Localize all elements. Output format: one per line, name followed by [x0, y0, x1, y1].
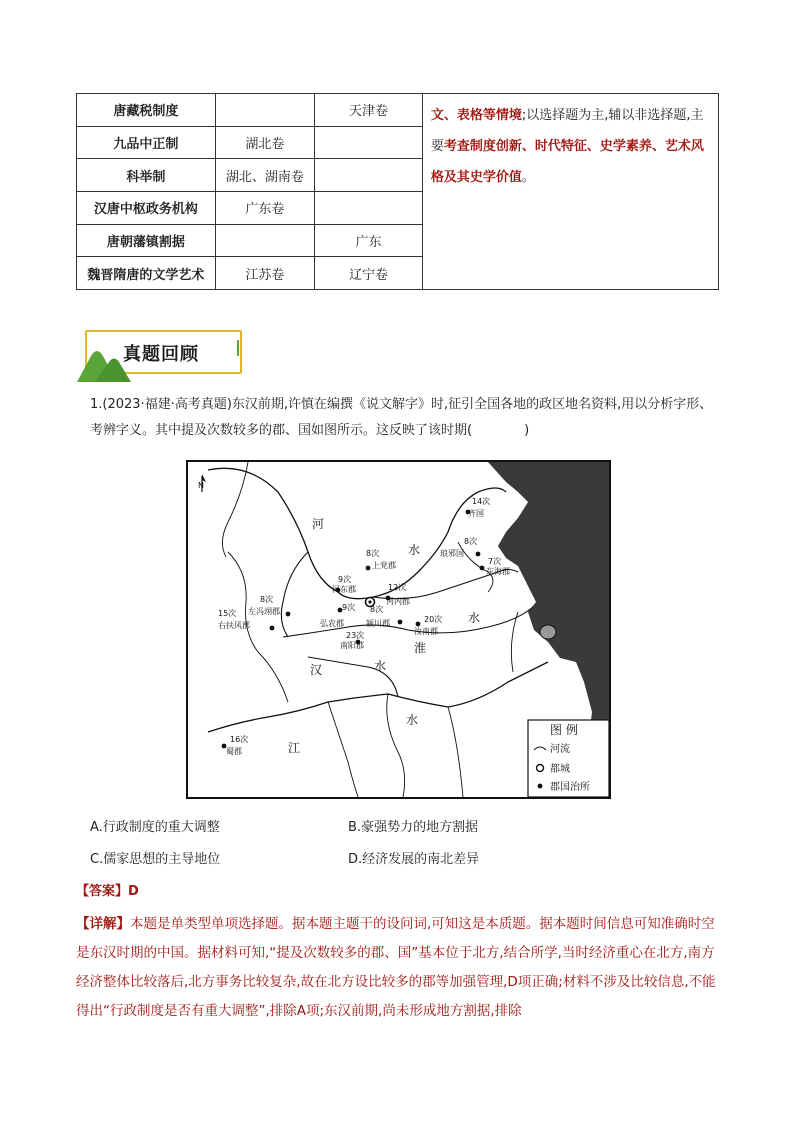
- topic-table: [76, 93, 719, 290]
- map-place: [440, 536, 480, 558]
- svg-text:蜀郡: 蜀郡: [226, 747, 242, 756]
- map-legend: [528, 720, 609, 797]
- legend-river: 河流: [550, 744, 570, 755]
- svg-text:16次: 16次: [230, 735, 249, 744]
- svg-text:9次: 9次: [338, 575, 352, 584]
- section-accent: [237, 340, 239, 356]
- table-cell: [315, 159, 423, 192]
- svg-text:8次: 8次: [464, 537, 478, 546]
- answer-explanation: [76, 910, 721, 1026]
- note-text: 。: [521, 170, 535, 185]
- map-place: [386, 582, 410, 606]
- svg-text:20次: 20次: [424, 615, 443, 624]
- section-title: 真题回顾: [123, 344, 199, 365]
- question-stem: [90, 392, 720, 444]
- svg-text:8次: 8次: [366, 549, 380, 558]
- river-label: 汉: [310, 663, 323, 677]
- river-label: 水: [406, 713, 419, 727]
- svg-text:上党郡: 上党郡: [372, 561, 396, 570]
- map-place: [366, 548, 396, 570]
- svg-text:23次: 23次: [346, 631, 365, 640]
- svg-text:9次: 9次: [342, 603, 356, 612]
- svg-text:右扶风郡: 右扶风郡: [218, 621, 250, 630]
- svg-text:8次: 8次: [370, 605, 384, 614]
- river-label: 河: [312, 517, 325, 531]
- table-cell: 湖北卷: [215, 126, 314, 159]
- svg-text:15次: 15次: [218, 609, 237, 618]
- table-cell: 湖北、湖南卷: [215, 159, 314, 192]
- legend-capital: 都城: [550, 764, 570, 775]
- river-label: 水: [374, 659, 387, 673]
- svg-text:14次: 14次: [472, 497, 491, 506]
- svg-text:12次: 12次: [388, 583, 407, 592]
- svg-text:弘农郡: 弘农郡: [320, 619, 344, 628]
- map-place: [366, 604, 402, 628]
- answer-line: [76, 880, 139, 899]
- table-cell-topic: 魏晋隋唐的文学艺术: [77, 257, 216, 290]
- table-cell: 辽宁卷: [315, 257, 423, 290]
- section-header: [77, 326, 247, 384]
- svg-text:颍川郡: 颍川郡: [366, 619, 390, 628]
- map-place: [466, 496, 491, 518]
- table-cell-topic: 汉唐中枢政务机构: [77, 191, 216, 224]
- capital-legend-icon: [537, 765, 544, 772]
- table-cell: [215, 224, 314, 257]
- svg-text:齐国: 齐国: [468, 509, 484, 518]
- svg-text:7次: 7次: [488, 557, 502, 566]
- note-highlight: 文、表格等情境: [430, 108, 522, 123]
- note-highlight: 考查制度创新、时代特征、史学素养、艺术风格及其史学价值: [430, 139, 704, 185]
- map-place: [340, 630, 364, 650]
- table-cell: [315, 191, 423, 224]
- option-b[interactable]: B.豪强势力的地方割据: [348, 820, 479, 835]
- table-cell: 广东: [315, 224, 423, 257]
- svg-text:东海郡: 东海郡: [486, 567, 510, 576]
- table-cell: [315, 126, 423, 159]
- svg-text:左冯翊郡: 左冯翊郡: [248, 607, 280, 616]
- north-arrow-icon: [198, 474, 206, 492]
- svg-text:河东郡: 河东郡: [332, 585, 356, 594]
- map-place: [320, 602, 355, 628]
- legend-title: 图 例: [550, 723, 578, 737]
- option-d[interactable]: D.经济发展的南北差异: [348, 852, 480, 867]
- svg-text:8次: 8次: [260, 595, 274, 604]
- table-cell: 广东卷: [215, 191, 314, 224]
- table-cell: [215, 94, 314, 127]
- svg-text:琅邪国: 琅邪国: [440, 549, 464, 558]
- map-place: [332, 574, 356, 594]
- svg-text:南阳郡: 南阳郡: [340, 641, 364, 650]
- table-cell-topic: 唐朝藩镇割据: [77, 224, 216, 257]
- svg-text:汝南郡: 汝南郡: [414, 627, 438, 636]
- map-place: [414, 614, 442, 636]
- table-cell-topic: 九品中正制: [77, 126, 216, 159]
- north-label: N: [198, 481, 204, 490]
- river-label: 江: [288, 741, 301, 755]
- map-place: [480, 556, 510, 576]
- detail-text: 本题是单类型单项选择题。据本题主题干的设问词,可知这是本质题。据本题时间信息可知准确时空是东汉时期的中国。据材料可知,“提及次数较多的郡、国”基本位于北方,结合所学,当时经济重心在北方,南方经济整体比较落后,北方事务比较复杂,故在北方设比较多的郡等加强管理,D项正确;材料不涉及比较信息,不能得出“行政制度是否有重大调整”,排除A项;东汉前期,尚未形成地方割据,排除: [76, 916, 716, 1019]
- han-commandery-map: [186, 460, 611, 799]
- option-a[interactable]: A.行政制度的重大调整: [90, 820, 220, 835]
- svg-text:河内郡: 河内郡: [386, 597, 410, 606]
- question-source: (2023·福建·高考真题): [102, 397, 232, 412]
- question-number: 1.: [90, 397, 103, 412]
- seat-legend-icon: [538, 784, 543, 789]
- answer-value: D: [128, 884, 139, 899]
- river-label: 水: [468, 611, 481, 625]
- legend-seat: 郡国治所: [550, 782, 590, 793]
- table-cell-topic: 科举制: [77, 159, 216, 192]
- exam-trend-note: [422, 94, 718, 290]
- river-label: 淮: [414, 641, 427, 655]
- map-place: [222, 734, 249, 756]
- question-text: 东汉前期,许慎在编撰《说文解字》时,征引全国各地的政区地名资料,用以分析字形、考辨字义。其中提及次数较多的郡、国如图所示。这反映了该时期( ): [90, 397, 713, 438]
- answer-label: 【答案】: [76, 884, 129, 899]
- detail-label: 【详解】: [76, 916, 130, 932]
- table-cell: 天津卷: [315, 94, 423, 127]
- table-cell-topic: 唐藏税制度: [77, 94, 216, 127]
- note-text: ;以选择题为主,辅以非选择题,主要: [430, 108, 704, 154]
- table-cell: 江苏卷: [215, 257, 314, 290]
- river-label: 水: [408, 543, 421, 557]
- option-c[interactable]: C.儒家思想的主导地位: [90, 852, 221, 867]
